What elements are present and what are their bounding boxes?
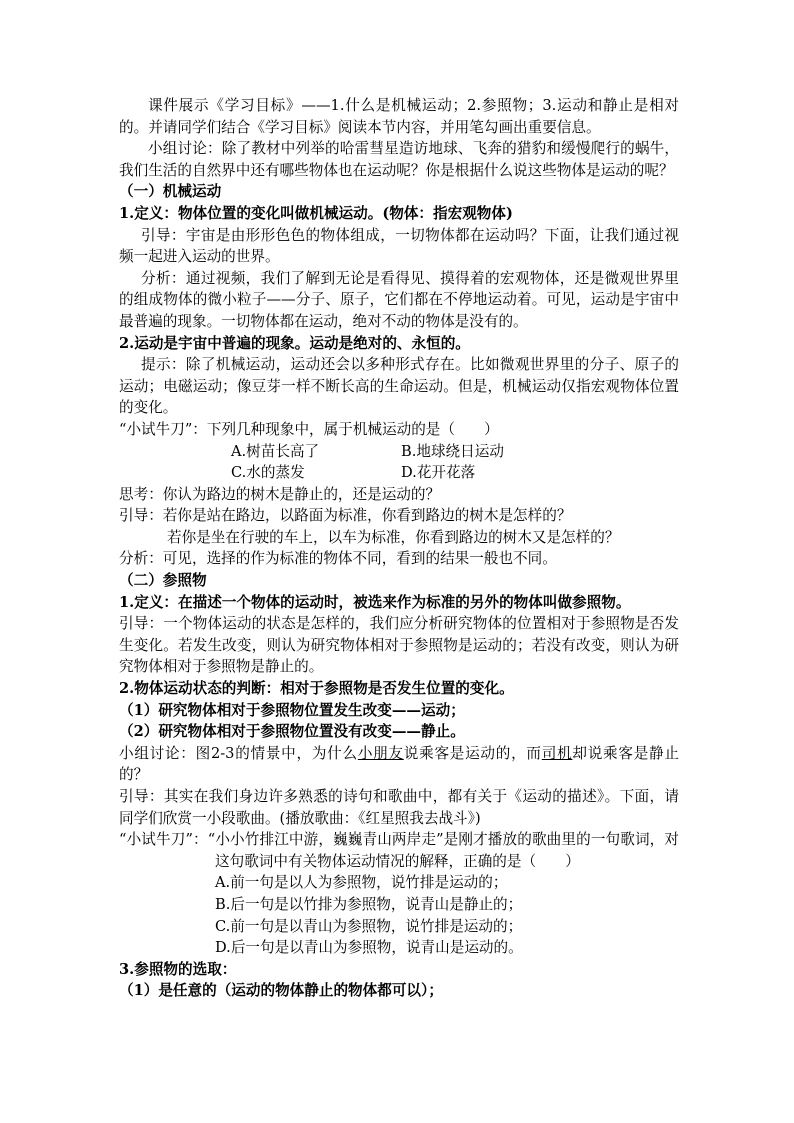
paragraph-courseware: 课件展示《学习目标》——1.什么是机械运动；2.参照物；3.运动和静止是相对的。并请同学们结合《学习目标》阅读本节内容，并用笔勾画出重要信息。 [119,97,679,136]
definition-motion-universal: 2.运动是宇宙中普遍的现象。运动是绝对的、永恒的。 [119,334,470,352]
question-1-options-row-1 [119,441,679,463]
underlined-driver: 司机 [541,744,573,762]
paragraph-group-discussion: 小组讨论：除了教材中列举的哈雷彗星造访地球、飞奔的猎豹和缓慢爬行的蜗牛，我们生活的自然界中还有哪些物体也在运动呢？你是根据什么说这些物体是运动的呢？ [119,140,679,179]
paragraph-think: 思考：你认为路边的树木是静止的，还是运动的？ [119,485,441,503]
question-2-option-a: A.前一句是以人为参照物，说竹排是运动的； [215,874,508,892]
option-a: A.树苗长高了 [231,442,320,460]
paragraph-analysis-2: 分析：可见，选择的作为标准的物体不同，看到的结果一般也不同。 [119,550,557,568]
question-2-option-d: D.后一句是以青山为参照物，说青山是运动的。 [215,939,523,957]
paragraph-guide-1: 引导：宇宙是由形形色色的物体组成，一切物体都在运动吗？下面，让我们通过视频一起进入运动的世界。 [119,226,679,266]
section-heading-reference-object: （二）参照物 [119,572,207,590]
text-segment: 却说乘客是静止的？ [119,744,679,784]
paragraph-guide-4: 引导：一个物体运动的状态是怎样的，我们应分析研究物体的位置相对于参照物是否发生变化。若发生改变，则认为研究物体相对于参照物是运动的；若没有改变，则认为研究物体相对于参照物是静止的。 [119,615,679,676]
paragraph-guide-5: 引导：其实在我们身边许多熟悉的诗句和歌曲中，都有关于《运动的描述》。下面，请同学们欣赏一小段歌曲。(播放歌曲：《红星照我去战斗》) [119,788,679,827]
underlined-child: 小朋友 [357,744,404,762]
document-page [119,95,679,1002]
question-1-options-row-2 [119,462,679,484]
definition-reference-selection: 3.参照物的选取： [119,960,237,978]
question-2-option-c: C.前一句是以青山为参照物，说竹排是运动的； [215,917,523,935]
paragraph-analysis-1: 分析：通过视频，我们了解到无论是看得见、摸得着的宏观物体，还是微观世界里的组成物体的微小粒子——分子、原子，它们都在不停地运动着。可见，运动是宇宙中最普遍的现象。一切物体都在运动，绝对不动的物体是没有的。 [119,269,679,330]
paragraph-guide-3: 若你是坐在行驶的车上，以车为标准，你看到路边的树木又是怎样的？ [167,528,620,546]
question-1: “小试牛刀”：下列几种现象中，属于机械运动的是（ ） [119,420,499,438]
text-segment: 说乘客是运动的，而 [403,744,542,762]
question-2-option-b: B.后一句是以竹排为参照物，说青山是静止的； [215,895,523,913]
question-2: “小试牛刀”：“小小竹排江中游，巍巍青山两岸走”是刚才播放的歌曲里的一句歌词，对这句歌词中有关物体运动情况的解释，正确的是（ ） [119,831,679,870]
paragraph-group-discussion-2 [119,743,679,786]
definition-reference-object: 1.定义：在描述一个物体的运动时，被选来作为标准的另外的物体叫做参照物。 [119,593,631,611]
definition-mechanical-motion: 1.定义：物体位置的变化叫做机械运动。(物体：指宏观物体) [119,204,513,222]
judgment-item-1: （1）研究物体相对于参照物位置发生改变——运动； [119,701,465,719]
selection-item-1: （1）是任意的（运动的物体静止的物体都可以）； [119,982,443,1000]
paragraph-guide-2: 引导：若你是站在路边，以路面为标准，你看到路边的树木是怎样的？ [119,507,572,525]
judgment-item-2: （2）研究物体相对于参照物位置没有改变——静止。 [119,723,465,741]
option-d: D.花开花落 [401,464,476,482]
paragraph-hint: 提示：除了机械运动，运动还会以多种形式存在。比如微观世界里的分子、原子的运动；电磁运动；像豆芽一样不断长高的生命运动。但是，机械运动仅指宏观物体位置的变化。 [119,356,679,417]
option-c: C.水的蒸发 [231,464,305,482]
definition-motion-judgment: 2.物体运动状态的判断：相对于参照物是否发生位置的变化。 [119,680,514,698]
section-heading-mechanical-motion: （一）机械运动 [119,183,222,201]
text-segment: 小组讨论：图2-3的情景中，为什么 [119,744,358,762]
option-b: B.地球绕日运动 [401,442,504,460]
